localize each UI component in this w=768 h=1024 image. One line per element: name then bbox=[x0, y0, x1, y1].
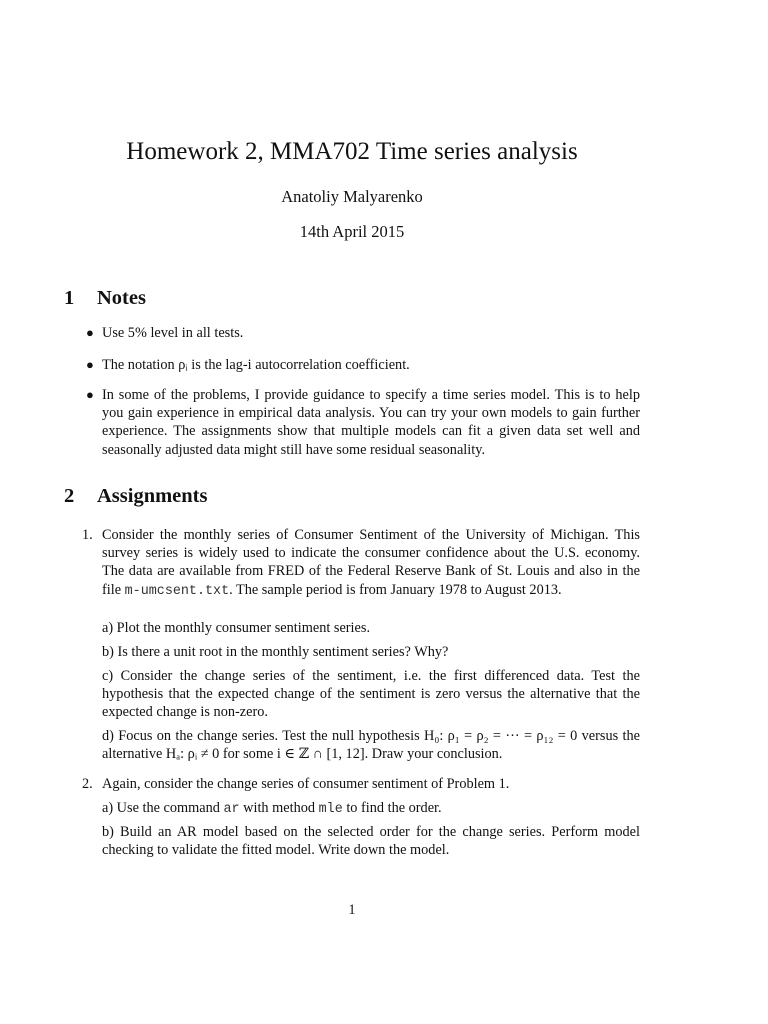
document-date: 14th April 2015 bbox=[299, 222, 405, 241]
section-number: 2 bbox=[64, 485, 75, 507]
section-heading-assignments bbox=[64, 482, 208, 510]
section-title: Notes bbox=[97, 287, 146, 309]
section-number: 1 bbox=[64, 287, 75, 309]
problem-2-part-a-text: to find the order. bbox=[346, 800, 442, 816]
author-name: Anatoliy Malyarenko bbox=[281, 187, 423, 206]
note-item: The notation ρᵢ is the lag-i autocorrelation coefficient. bbox=[102, 357, 410, 373]
problem-number: 2. bbox=[82, 776, 93, 792]
problem-2-intro: Again, consider the change series of consumer sentiment of Problem 1. bbox=[102, 776, 510, 792]
bullet-icon: ● bbox=[86, 357, 94, 372]
problem-number: 1. bbox=[82, 527, 93, 543]
document-title: Homework 2, MMA702 Time series analysis bbox=[126, 138, 578, 165]
page-number: 1 bbox=[348, 902, 356, 918]
problem-2-part-b: b) Build an AR model based on the selected order for the change series. Perform model checking to validate the fitted model. Write down the model. bbox=[102, 824, 640, 859]
bullet-icon: ● bbox=[86, 325, 94, 340]
note-item: Use 5% level in all tests. bbox=[102, 325, 244, 341]
method-name: mle bbox=[318, 802, 343, 817]
problem-2-part-a bbox=[102, 799, 640, 819]
problem-1-part-b: b) Is there a unit root in the monthly sentiment series? Why? bbox=[102, 644, 449, 660]
command-name: ar bbox=[223, 802, 240, 817]
problem-1-intro bbox=[102, 526, 640, 601]
data-file-name: m-umcsent.txt bbox=[124, 583, 230, 599]
section-title: Assignments bbox=[97, 485, 208, 507]
problem-2-part-a-text: with method bbox=[243, 800, 316, 816]
problem-1-part-c: c) Consider the change series of the sentiment, i.e. the first differenced data. Test the hypothesis that the expected change of the sentiment is zero versus the alternative that the expected change is non-zero. bbox=[102, 668, 640, 721]
problem-1-part-d: d) Focus on the change series. Test the null hypothesis H₀: ρ₁ = ρ₂ = ··· = ρ₁₂ = 0 versus the alternative Hₐ: ρᵢ ≠ 0 for some i ∈ ℤ ∩ [1, 12]. Draw your conclusion. bbox=[102, 728, 640, 763]
problem-1-intro-text: Consider the monthly series of Consumer Sentiment of the University of Michigan. This survey series is widely used to indicate the consumer confidence about the U.S. economy. The data are available from FRED of the Federal Reserve Bank of St. Louis and also in the file bbox=[102, 527, 640, 598]
problem-1-intro-text-end: . The sample period is from January 1978 to August 2013. bbox=[229, 581, 562, 598]
note-item: In some of the problems, I provide guidance to specify a time series model. This is to help you gain experience in empirical data analysis. You can try your own models to gain further experience. The assignments show that multiple models can fit a given data set well and seasonally adjusted data might still have some residual seasonality. bbox=[102, 387, 640, 458]
problem-1-part-a: a) Plot the monthly consumer sentiment series. bbox=[102, 620, 371, 636]
bullet-icon: ● bbox=[86, 387, 94, 402]
problem-2-part-a-text: a) Use the command bbox=[102, 800, 220, 816]
section-heading-notes bbox=[64, 284, 146, 312]
